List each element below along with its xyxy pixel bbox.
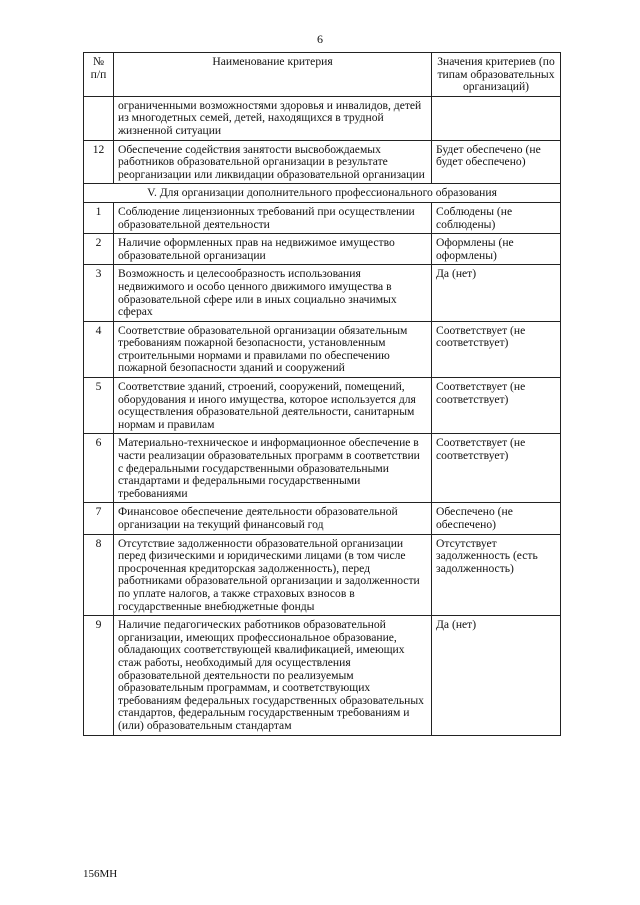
criterion-name: Отсутствие задолженности образовательной организации перед физическими и юридическими лицами (в том числе просроченная кредиторская задолженность), перед работниками образовательной организации и задолженности по уплате налогов, а также страховых взносов в государственные внебюджетные фонды bbox=[114, 534, 432, 616]
table-row bbox=[84, 434, 561, 503]
criterion-name: Соблюдение лицензионных требований при осуществлении образовательной деятельности bbox=[114, 202, 432, 233]
row-number: 1 bbox=[84, 202, 114, 233]
row-number: 4 bbox=[84, 321, 114, 377]
criterion-value: Оформлены (не оформлены) bbox=[432, 234, 561, 265]
row-number: 12 bbox=[84, 140, 114, 184]
row-number: 5 bbox=[84, 378, 114, 434]
header-number: № п/п bbox=[84, 53, 114, 97]
criterion-value bbox=[432, 96, 561, 140]
table-row bbox=[84, 202, 561, 233]
criterion-value: Соблюдены (не соблюдены) bbox=[432, 202, 561, 233]
row-number: 9 bbox=[84, 616, 114, 735]
criterion-name: Материально-техническое и информационное обеспечение в части реализации образовательных программ в соответствии с федеральными государственными образовательными стандартами и федеральными государственными требованиями bbox=[114, 434, 432, 503]
section-heading: V. Для организации дополнительного профессионального образования bbox=[84, 184, 561, 203]
criterion-value: Обеспечено (не обеспечено) bbox=[432, 503, 561, 534]
table-body bbox=[84, 96, 561, 735]
criterion-value: Соответствует (не соответствует) bbox=[432, 321, 561, 377]
table-row bbox=[84, 234, 561, 265]
header-criterion-name: Наименование критерия bbox=[114, 53, 432, 97]
criteria-table bbox=[83, 52, 561, 736]
section-heading-row bbox=[84, 184, 561, 203]
criterion-name: Возможность и целесообразность использования недвижимого и особо ценного движимого имущества в образовательной сфере или в иных социально значимых сферах bbox=[114, 265, 432, 321]
row-number: 2 bbox=[84, 234, 114, 265]
table-row bbox=[84, 616, 561, 735]
criterion-name: Соответствие зданий, строений, сооружений, помещений, оборудования и иного имущества, которое используется для осуществления образовательной деятельности, санитарным нормам и правилам bbox=[114, 378, 432, 434]
criterion-value: Соответствует (не соответствует) bbox=[432, 434, 561, 503]
table-row bbox=[84, 503, 561, 534]
table-row bbox=[84, 140, 561, 184]
row-number: 3 bbox=[84, 265, 114, 321]
table-row bbox=[84, 534, 561, 616]
table-row bbox=[84, 378, 561, 434]
criterion-name: Соответствие образовательной организации обязательным требованиям пожарной безопасности, установленным строительными нормами и правилами по обеспечению пожарной безопасности зданий и сооружений bbox=[114, 321, 432, 377]
header-criterion-values: Значения критериев (по типам образовательных организаций) bbox=[432, 53, 561, 97]
table-row bbox=[84, 321, 561, 377]
criterion-value: Будет обеспечено (не будет обеспечено) bbox=[432, 140, 561, 184]
row-number bbox=[84, 96, 114, 140]
table-row bbox=[84, 96, 561, 140]
document-code: 156МН bbox=[83, 868, 118, 880]
table-header-row bbox=[84, 53, 561, 97]
criterion-value: Да (нет) bbox=[432, 265, 561, 321]
page-number: 6 bbox=[317, 32, 323, 46]
criterion-value: Да (нет) bbox=[432, 616, 561, 735]
table-row bbox=[84, 265, 561, 321]
row-number: 6 bbox=[84, 434, 114, 503]
criterion-name: Обеспечение содействия занятости высвобождаемых работников образовательной организации в результате реорганизации или ликвидации образовательной организации bbox=[114, 140, 432, 184]
criterion-name: ограниченными возможностями здоровья и инвалидов, детей из многодетных семей, детей, находящихся в трудной жизненной ситуации bbox=[114, 96, 432, 140]
criterion-name: Наличие оформленных прав на недвижимое имущество образовательной организации bbox=[114, 234, 432, 265]
row-number: 8 bbox=[84, 534, 114, 616]
criterion-value: Соответствует (не соответствует) bbox=[432, 378, 561, 434]
row-number: 7 bbox=[84, 503, 114, 534]
criterion-value: Отсутствует задолженность (есть задолженность) bbox=[432, 534, 561, 616]
criterion-name: Наличие педагогических работников образовательной организации, имеющих профессиональное образование, обладающих соответствующей квалификацией, имеющих стаж работы, необходимый для осуществления образовательной деятельности по реализуемым образовательным программам, и соответствующих требованиям федеральных государственных образовательных стандартов, федеральным государственным требованиям и (или) образовательным стандартам bbox=[114, 616, 432, 735]
criterion-name: Финансовое обеспечение деятельности образовательной организации на текущий финансовый год bbox=[114, 503, 432, 534]
